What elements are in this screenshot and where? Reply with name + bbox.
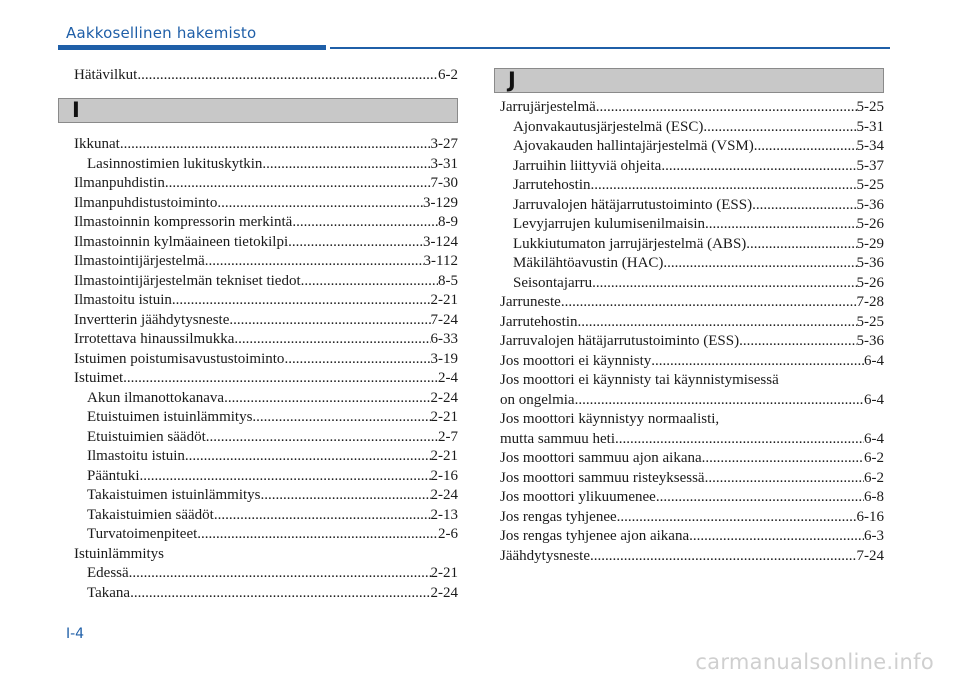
title-rule-thin (330, 47, 890, 49)
index-entry: on ongelmia ..... 6-4 (500, 391, 884, 411)
index-subentry: Takaistuimien säädöt ..... 2-13 (74, 506, 458, 526)
section-title: Aakkosellinen hakemisto (66, 24, 257, 42)
title-rule-thick (58, 45, 326, 50)
index-entry: Ilmastoinnin kompressorin merkintä ..... 8-9 (74, 213, 458, 233)
index-entry: Istuimet ..... 2-4 (74, 369, 458, 389)
index-subentry: Ajonvakautusjärjestelmä (ESC) ..... 5-31 (500, 118, 884, 138)
watermark: carmanualsonline.info (695, 650, 934, 674)
index-entry: Jarruneste ..... 7-28 (500, 293, 884, 313)
index-subentry: Akun ilmanottokanava ..... 2-24 (74, 389, 458, 409)
index-subentry: Mäkilähtöavustin (HAC) ..... 5-36 (500, 254, 884, 274)
index-subentry: Seisontajarru ..... 5-26 (500, 274, 884, 294)
index-subentry: Etuistuimien säädöt ..... 2-7 (74, 428, 458, 448)
index-entry: Jos moottori sammuu risteyksessä ..... 6-2 (500, 469, 884, 489)
index-subentry: Jarruihin liittyviä ohjeita ..... 5-37 (500, 157, 884, 177)
index-subentry: Ilmastoitu istuin ..... 2-21 (74, 447, 458, 467)
index-entry: Jäähdytysneste ..... 7-24 (500, 547, 884, 567)
index-entry: Jos moottori ei käynnisty ..... 6-4 (500, 352, 884, 372)
index-subentry: Lukkiutumaton jarrujärjestelmä (ABS) ..... 5-29 (500, 235, 884, 255)
index-entry: Ilmanpuhdistustoiminto ..... 3-129 (74, 194, 458, 214)
index-entry: Jos moottori sammuu ajon aikana ..... 6-2 (500, 449, 884, 469)
index-entry-line: Jos moottori ei käynnisty tai käynnistymisessä (500, 372, 779, 388)
index-entry: Ilmastoitu istuin ..... 2-21 (74, 291, 458, 311)
index-entry: Ilmastointijärjestelmä ..... 3-112 (74, 252, 458, 272)
letter-heading-i: I (58, 98, 458, 123)
index-subentry: Takana ..... 2-24 (74, 584, 458, 604)
index-subentry: Lasinnostimien lukituskytkin ..... 3-31 (74, 155, 458, 175)
index-subentry: Jarruvalojen hätäjarrutustoiminto (ESS) ..... 5-36 (500, 196, 884, 216)
index-subentry: Etuistuimen istuinlämmitys ..... 2-21 (74, 408, 458, 428)
index-entry: Invertterin jäähdytysneste ..... 7-24 (74, 311, 458, 331)
index-entry: Jos moottori ylikuumenee ..... 6-8 (500, 488, 884, 508)
index-subentry: Ajovakauden hallintajärjestelmä (VSM) ..... 5-34 (500, 137, 884, 157)
index-entry: Ikkunat ..... 3-27 (74, 135, 458, 155)
right-index-entries (500, 98, 884, 566)
index-entry: mutta sammuu heti ..... 6-4 (500, 430, 884, 450)
index-entry: Istuimen poistumisavustustoiminto ..... 3-19 (74, 350, 458, 370)
letter-heading-j: J (494, 68, 884, 93)
index-subentry: Edessä ..... 2-21 (74, 564, 458, 584)
left-index-column (74, 66, 458, 86)
index-entry: Ilmanpuhdistin ..... 7-30 (74, 174, 458, 194)
page-number: I-4 (66, 626, 85, 642)
index-entry: Jarrujärjestelmä ..... 5-25 (500, 98, 884, 118)
index-entry: Jarruvalojen hätäjarrutustoiminto (ESS) ..... 5-36 (500, 332, 884, 352)
index-subentry: Levyjarrujen kulumisenilmaisin ..... 5-26 (500, 215, 884, 235)
left-index-entries (74, 135, 458, 603)
index-entry-heading: Istuinlämmitys (74, 545, 164, 562)
index-subentry: Pääntuki ..... 2-16 (74, 467, 458, 487)
index-subentry: Turvatoimenpiteet ..... 2-6 (74, 525, 458, 545)
index-entry: Ilmastointijärjestelmän tekniset tiedot ..... 8-5 (74, 272, 458, 292)
index-entry: Ilmastoinnin kylmäaineen tietokilpi ..... 3-124 (74, 233, 458, 253)
index-subentry: Takaistuimen istuinlämmitys ..... 2-24 (74, 486, 458, 506)
index-entry: Hätävilkut ..... 6-2 (74, 66, 458, 86)
index-entry: Jos rengas tyhjenee ajon aikana ..... 6-3 (500, 527, 884, 547)
index-entry-line: Jos moottori käynnistyy normaalisti, (500, 411, 720, 427)
index-entry: Jos rengas tyhjenee ..... 6-16 (500, 508, 884, 528)
index-entry: Jarrutehostin ..... 5-25 (500, 313, 884, 333)
index-entry: Irrotettava hinaussilmukka ..... 6-33 (74, 330, 458, 350)
index-subentry: Jarrutehostin ..... 5-25 (500, 176, 884, 196)
